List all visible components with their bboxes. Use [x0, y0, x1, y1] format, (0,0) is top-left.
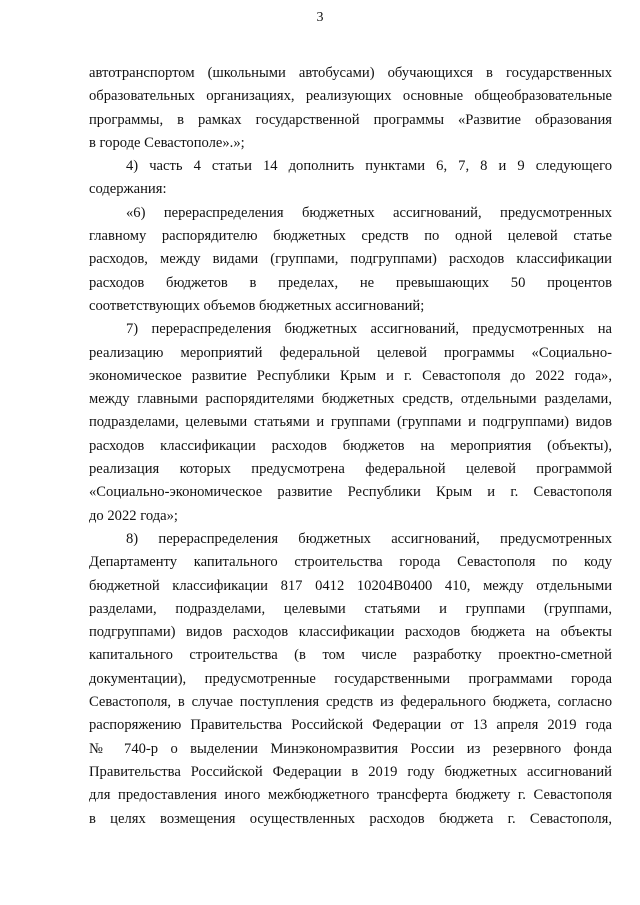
text-line: программы, в рамках государственной программы «Развитие образования	[89, 111, 612, 128]
text-line: реализацию мероприятий федеральной целевой программы «Социально-	[89, 344, 612, 361]
text-line: экономическое развитие Республики Крым и г. Севастополя до 2022 года»,	[89, 367, 612, 384]
text-line: распоряжению Правительства Российской Федерации от 13 апреля 2019 года	[89, 717, 612, 734]
text-line: подразделами, целевыми статьями и группами (группами и подгруппами) видов	[89, 414, 612, 431]
paragraph	[89, 155, 612, 202]
text-line: Севастополя, в случае поступления средств из федерального бюджета, согласно	[89, 694, 612, 711]
text-line: бюджетной классификации 817 0412 10204В0400 410, между отдельными	[89, 577, 612, 594]
text-line: содержания:	[89, 181, 167, 198]
text-line: в городе Севастополе».»;	[89, 134, 245, 151]
paragraph	[89, 528, 612, 831]
text-line: № 740-р о выделении Минэкономразвития России из резервного фонда	[89, 740, 612, 757]
text-line: расходов, между видами (группами, подгруппами) расходов классификации	[89, 251, 612, 268]
text-line: для предоставления иного межбюджетного трансферта бюджету г. Севастополя	[89, 787, 612, 804]
text-line: разделами, подразделами, целевыми статьями и группами (группами,	[89, 600, 612, 617]
text-line: капитального строительства (в том числе разработку проектно-сметной	[89, 647, 612, 664]
text-line: документации), предусмотренные государственными программами города	[89, 670, 612, 687]
document-body	[89, 62, 612, 831]
paragraph	[89, 318, 612, 528]
text-line: образовательных организациях, реализующих основные общеобразовательные	[89, 88, 612, 105]
text-line: главному распорядителю бюджетных средств по одной целевой статье	[89, 228, 612, 245]
text-line: между главными распорядителями бюджетных средств, отдельными разделами,	[89, 391, 612, 408]
text-line: «6) перераспределения бюджетных ассигнований, предусмотренных	[126, 204, 612, 221]
text-line: расходов классификации расходов бюджетов на мероприятия (объекты),	[89, 437, 612, 454]
text-line: до 2022 года»;	[89, 507, 178, 524]
text-line: расходов бюджетов в пределах, не превышающих 50 процентов	[89, 274, 612, 291]
text-line: 4) часть 4 статьи 14 дополнить пунктами 6, 7, 8 и 9 следующего	[126, 158, 612, 175]
paragraph	[89, 202, 612, 318]
text-line: автотранспортом (школьными автобусами) обучающихся в государственных	[89, 65, 612, 81]
paragraph	[89, 62, 612, 155]
text-line: в целях возмещения осуществленных расходов бюджета г. Севастополя,	[89, 810, 612, 827]
text-line: 8) перераспределения бюджетных ассигнований, предусмотренных	[126, 530, 612, 547]
text-line: соответствующих объемов бюджетных ассигнований;	[89, 297, 425, 314]
text-line: 7) перераспределения бюджетных ассигнований, предусмотренных на	[126, 321, 612, 338]
text-line: Правительства Российской Федерации в 2019 году бюджетных ассигнований	[89, 763, 612, 780]
page-number: 3	[316, 10, 324, 25]
text-line: «Социально-экономическое развитие Республики Крым и г. Севастополя	[89, 484, 612, 501]
text-line: Департаменту капитального строительства города Севастополя по коду	[89, 554, 612, 571]
text-line: подгруппами) видов расходов классификации расходов бюджета на объекты	[89, 624, 612, 641]
text-line: реализация которых предусмотрена федеральной целевой программой	[89, 461, 612, 478]
